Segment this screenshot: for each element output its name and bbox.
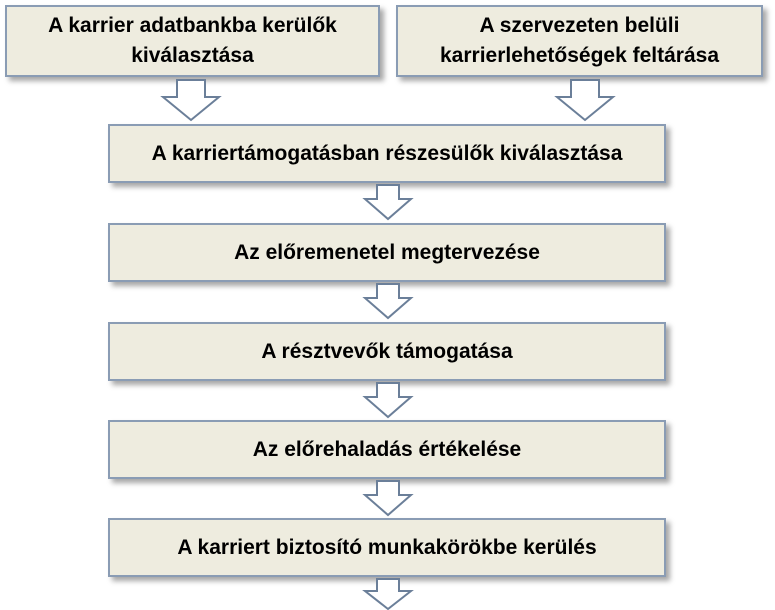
box-opportunities-exploration bbox=[396, 5, 763, 77]
step-label-beneficiary-selection: A karriertámogatásban részesülők kiválasztása bbox=[151, 141, 623, 165]
down-arrow-icon-1 bbox=[364, 184, 412, 220]
step-label-participant-support: A résztvevők támogatása bbox=[261, 339, 513, 363]
down-arrow-icon-top-right bbox=[556, 79, 614, 121]
box-opportunities-exploration-label: A szervezeten belüli karrierlehetőségek feltárása bbox=[440, 14, 719, 67]
down-arrow-icon-top-left bbox=[162, 79, 220, 121]
down-arrow-icon-5 bbox=[364, 578, 412, 610]
box-candidate-selection bbox=[5, 5, 380, 77]
step-label-advancement-planning: Az előremenetel megtervezése bbox=[234, 240, 540, 264]
step-box-career-placement bbox=[108, 518, 666, 577]
step-label-progress-evaluation: Az előrehaladás értékelése bbox=[252, 437, 522, 461]
step-box-advancement-planning bbox=[108, 223, 666, 282]
down-arrow-icon-4 bbox=[364, 480, 412, 516]
step-box-participant-support bbox=[108, 322, 666, 381]
step-box-progress-evaluation bbox=[108, 420, 666, 479]
step-label-career-placement: A karriert biztosító munkakörökbe kerülés bbox=[177, 535, 597, 559]
down-arrow-icon-2 bbox=[364, 283, 412, 319]
down-arrow-icon-3 bbox=[364, 382, 412, 418]
box-candidate-selection-label: A karrier adatbankba kerülők kiválasztása bbox=[48, 14, 337, 67]
step-box-beneficiary-selection bbox=[108, 124, 666, 183]
